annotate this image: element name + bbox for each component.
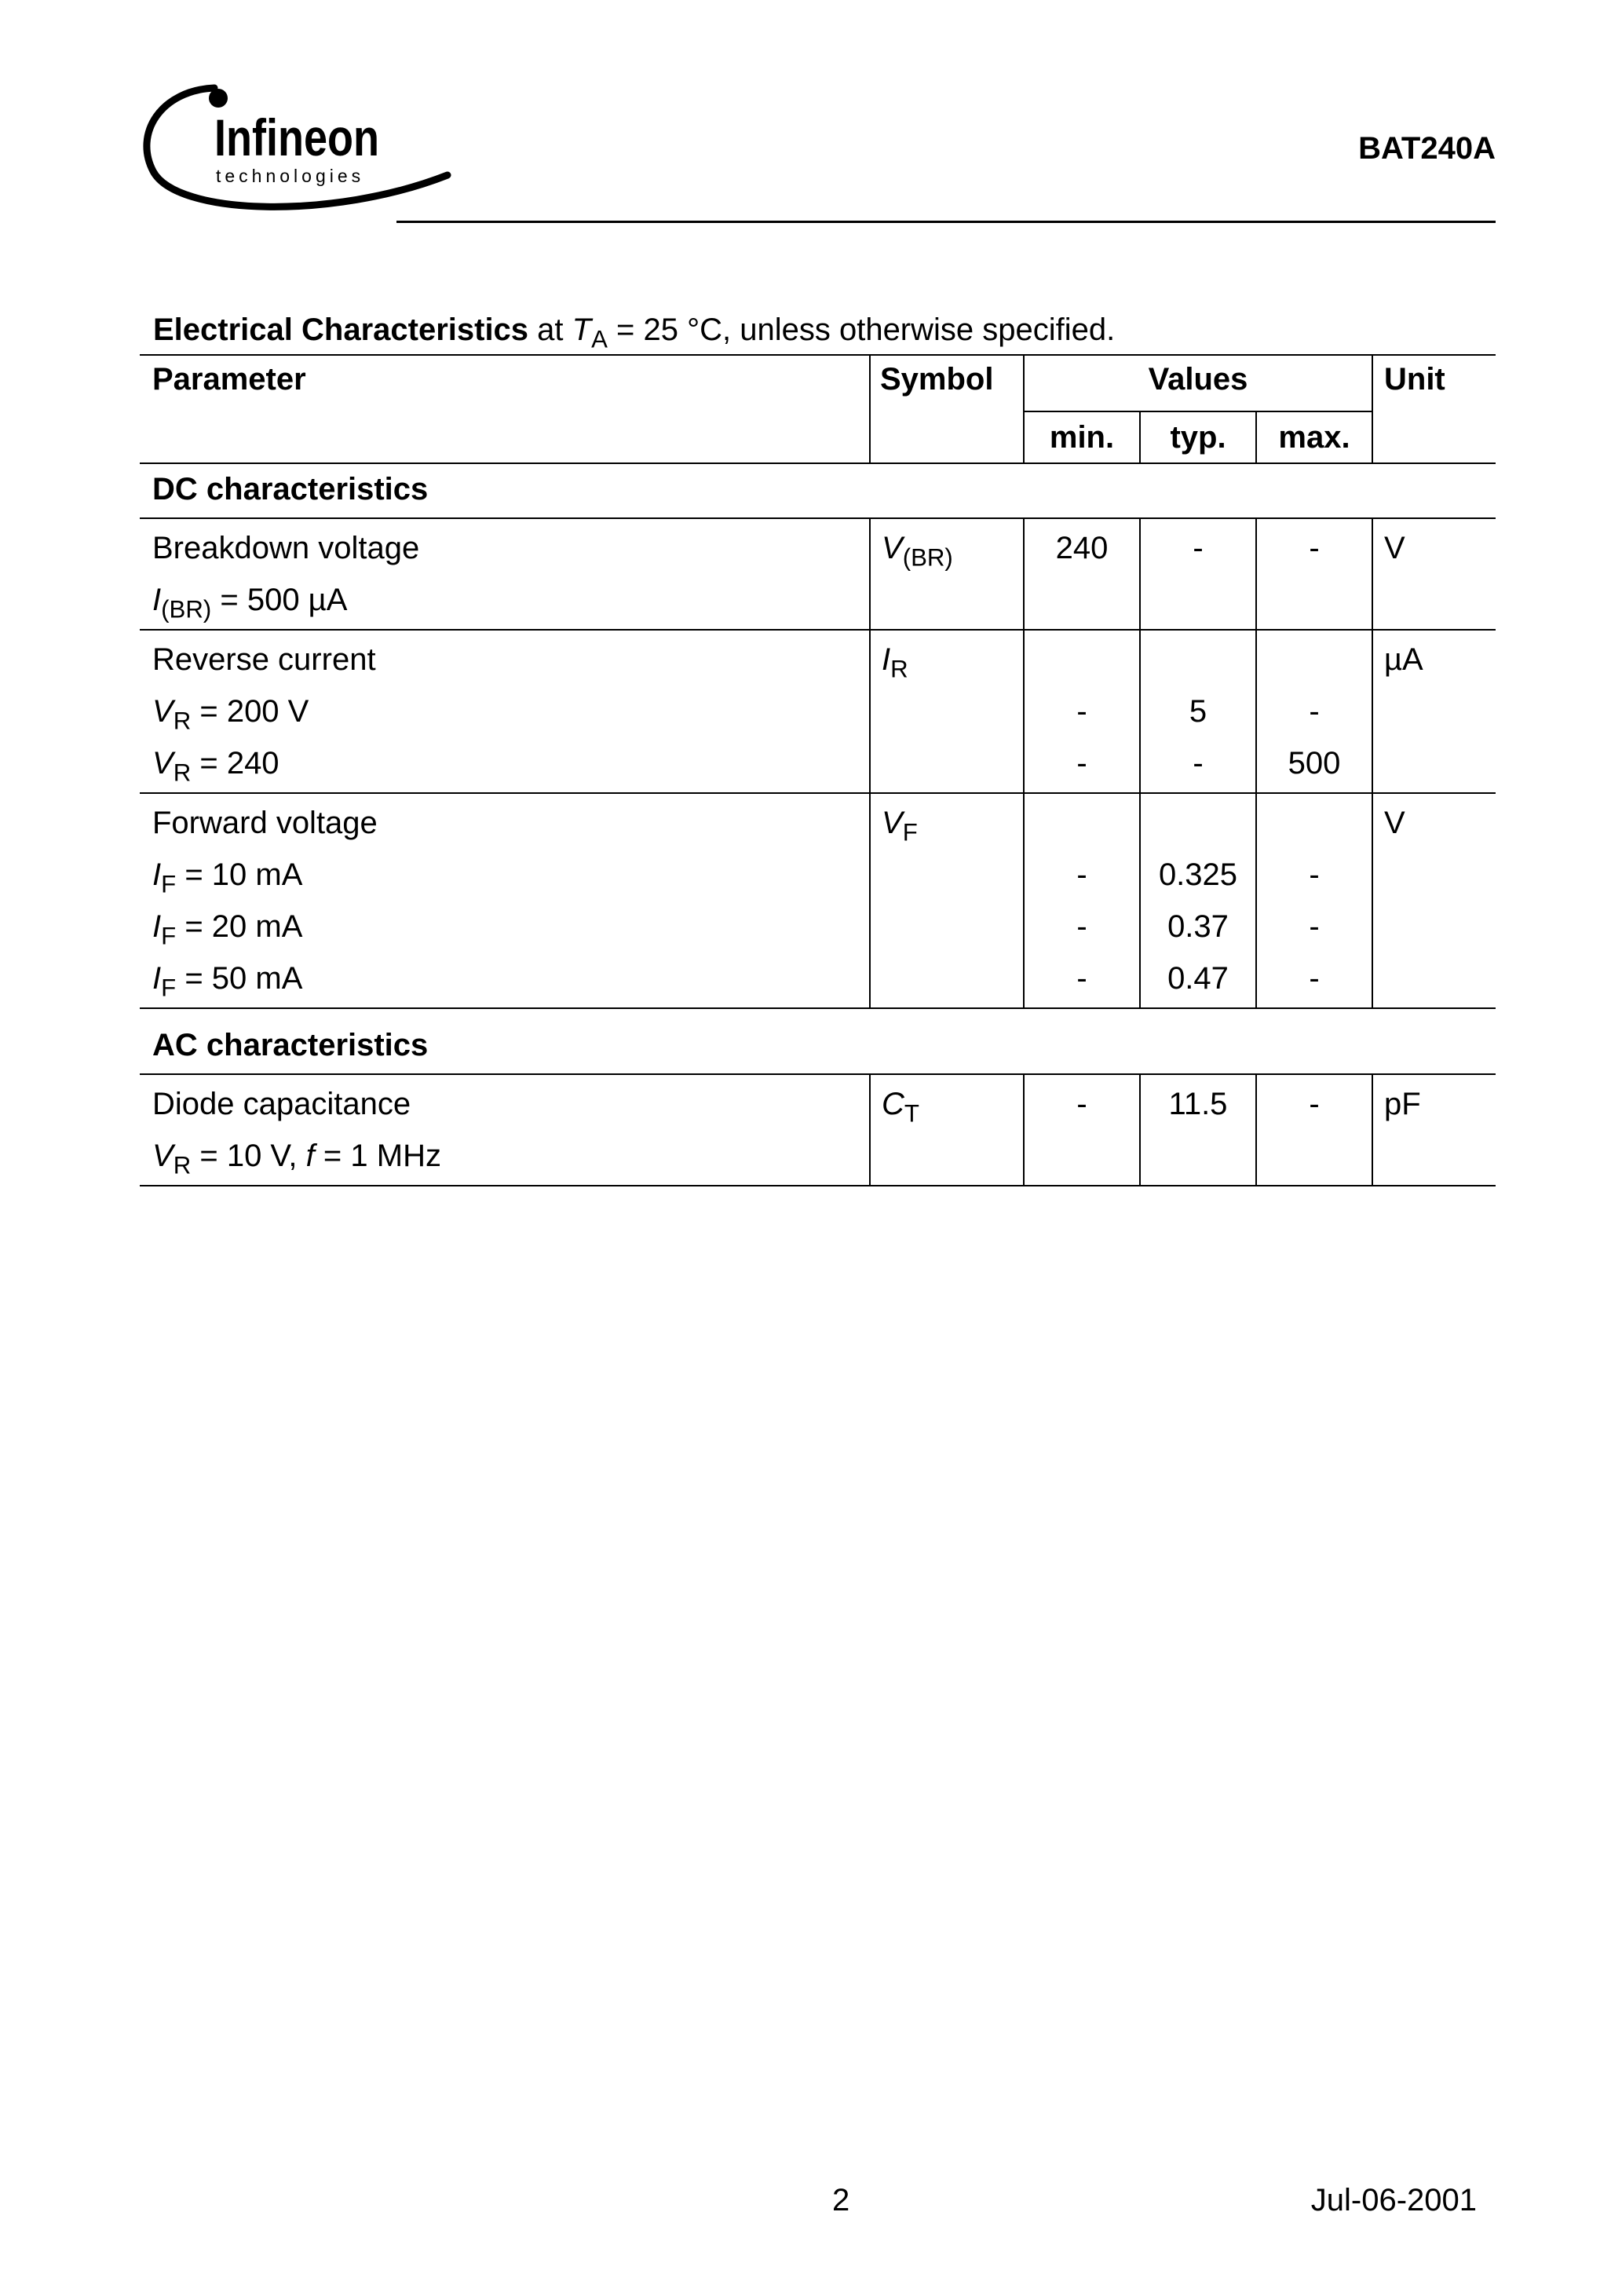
reverse-symbol <box>882 634 1023 686</box>
header-min: min. <box>1024 411 1140 463</box>
capacitance-cond-symbol: V <box>152 1139 174 1173</box>
breakdown-name: Breakdown voltage <box>152 531 420 565</box>
capacitance-cond-value: = 1 MHz <box>323 1139 441 1173</box>
reverse-sym: I <box>882 642 891 677</box>
forward-min-2: - <box>1076 909 1087 944</box>
header-typ: typ. <box>1140 411 1256 463</box>
infineon-logo <box>137 79 467 236</box>
capacitance-max: - <box>1309 1087 1320 1121</box>
forward-typ-2: 0.37 <box>1167 909 1229 944</box>
table-caption <box>153 313 1116 353</box>
forward-cond-symbol-1: I <box>152 857 162 892</box>
header-rule <box>396 221 1496 223</box>
reverse-min-1: - <box>1076 694 1087 729</box>
logo-name: Infineon <box>214 108 379 166</box>
forward-min-1: - <box>1076 857 1087 892</box>
header-values: Values <box>1024 355 1372 411</box>
breakdown-condition <box>152 574 869 626</box>
capacitance-condition <box>152 1130 869 1182</box>
breakdown-min: 240 <box>1055 531 1109 565</box>
forward-typ-1: 0.325 <box>1158 857 1238 892</box>
caption-temp-sub: A <box>591 325 608 353</box>
capacitance-symbol <box>882 1078 1023 1130</box>
forward-cond-value-1: = 10 mA <box>184 857 303 892</box>
breakdown-cond-sub: (BR) <box>161 595 212 623</box>
capacitance-name: Diode capacitance <box>152 1087 411 1121</box>
reverse-cond-value-1: = 200 V <box>199 694 309 729</box>
capacitance-cond-sub: R <box>173 1151 192 1179</box>
forward-cond-value-2: = 20 mA <box>184 909 303 944</box>
table-row-capacitance <box>140 1074 1496 1186</box>
breakdown-unit: V <box>1384 531 1405 565</box>
reverse-cond-symbol-1: V <box>152 694 174 729</box>
reverse-typ-2: - <box>1193 746 1204 781</box>
header-max: max. <box>1256 411 1372 463</box>
reverse-cond-symbol-2: V <box>152 746 174 781</box>
capacitance-unit: pF <box>1384 1087 1421 1121</box>
capacitance-cond-voltage: = 10 V, <box>199 1139 298 1173</box>
reverse-cond-sub-2: R <box>173 759 192 787</box>
capacitance-sym: C <box>882 1087 904 1121</box>
forward-condition-2 <box>152 901 869 952</box>
forward-symbol <box>882 797 1023 849</box>
reverse-cond-sub-1: R <box>173 707 192 735</box>
caption-temp-symbol: T <box>572 313 592 347</box>
part-number: BAT240A <box>1358 131 1496 166</box>
logo-dot <box>209 89 228 108</box>
breakdown-typ: - <box>1193 531 1204 565</box>
forward-cond-symbol-2: I <box>152 909 162 944</box>
forward-cond-symbol-3: I <box>152 961 162 996</box>
forward-max-2: - <box>1309 909 1320 944</box>
logo-subtitle: technologies <box>216 166 365 186</box>
forward-max-3: - <box>1309 961 1320 996</box>
header-unit: Unit <box>1372 355 1496 463</box>
reverse-condition-2 <box>152 737 869 789</box>
forward-sym-sub: F <box>902 818 918 846</box>
reverse-name: Reverse current <box>152 642 376 677</box>
capacitance-typ: 11.5 <box>1168 1087 1228 1121</box>
forward-cond-sub-2: F <box>161 922 177 950</box>
forward-condition-3 <box>152 952 869 1004</box>
reverse-min-2: - <box>1076 746 1087 781</box>
capacitance-sym-sub: T <box>904 1099 919 1128</box>
electrical-characteristics-table <box>140 354 1496 1186</box>
forward-cond-sub-3: F <box>161 974 177 1002</box>
reverse-cond-value-2: = 240 <box>199 746 279 781</box>
forward-cond-sub-1: F <box>161 870 177 898</box>
forward-name: Forward voltage <box>152 806 378 840</box>
caption-temp-cond: = 25 °C, unless otherwise specified. <box>616 313 1116 347</box>
capacitance-cond-f: f <box>305 1139 315 1173</box>
reverse-max-1: - <box>1309 694 1320 729</box>
table-row-forward-voltage <box>140 793 1496 1008</box>
table-row-reverse-current <box>140 630 1496 793</box>
dc-section-heading: DC characteristics <box>152 472 429 506</box>
header-parameter: Parameter <box>140 355 870 463</box>
reverse-sym-sub: R <box>890 655 908 683</box>
forward-unit: V <box>1384 806 1405 840</box>
breakdown-max: - <box>1309 531 1320 565</box>
table-row-breakdown <box>140 518 1496 630</box>
breakdown-symbol <box>882 522 1023 574</box>
page-number: 2 <box>832 2183 850 2217</box>
reverse-max-2: 500 <box>1288 746 1341 781</box>
document-date: Jul-06-2001 <box>1310 2183 1477 2217</box>
forward-sym: V <box>882 806 903 840</box>
forward-typ-3: 0.47 <box>1167 961 1229 996</box>
forward-min-3: - <box>1076 961 1087 996</box>
forward-cond-value-3: = 50 mA <box>184 961 303 996</box>
breakdown-cond-symbol: I <box>152 583 162 617</box>
breakdown-sym-sub: (BR) <box>902 543 953 572</box>
reverse-condition-1 <box>152 686 869 737</box>
breakdown-cond-value: = 500 µA <box>220 583 348 617</box>
breakdown-sym: V <box>882 531 903 565</box>
forward-max-1: - <box>1309 857 1320 892</box>
forward-condition-1 <box>152 849 869 901</box>
ac-section-heading: AC characteristics <box>152 1028 429 1062</box>
reverse-unit: µA <box>1384 642 1423 677</box>
caption-title: Electrical Characteristics <box>153 313 529 347</box>
reverse-typ-1: 5 <box>1189 694 1207 729</box>
capacitance-min: - <box>1076 1087 1087 1121</box>
header-symbol: Symbol <box>870 355 1024 463</box>
caption-at: at <box>537 313 564 347</box>
